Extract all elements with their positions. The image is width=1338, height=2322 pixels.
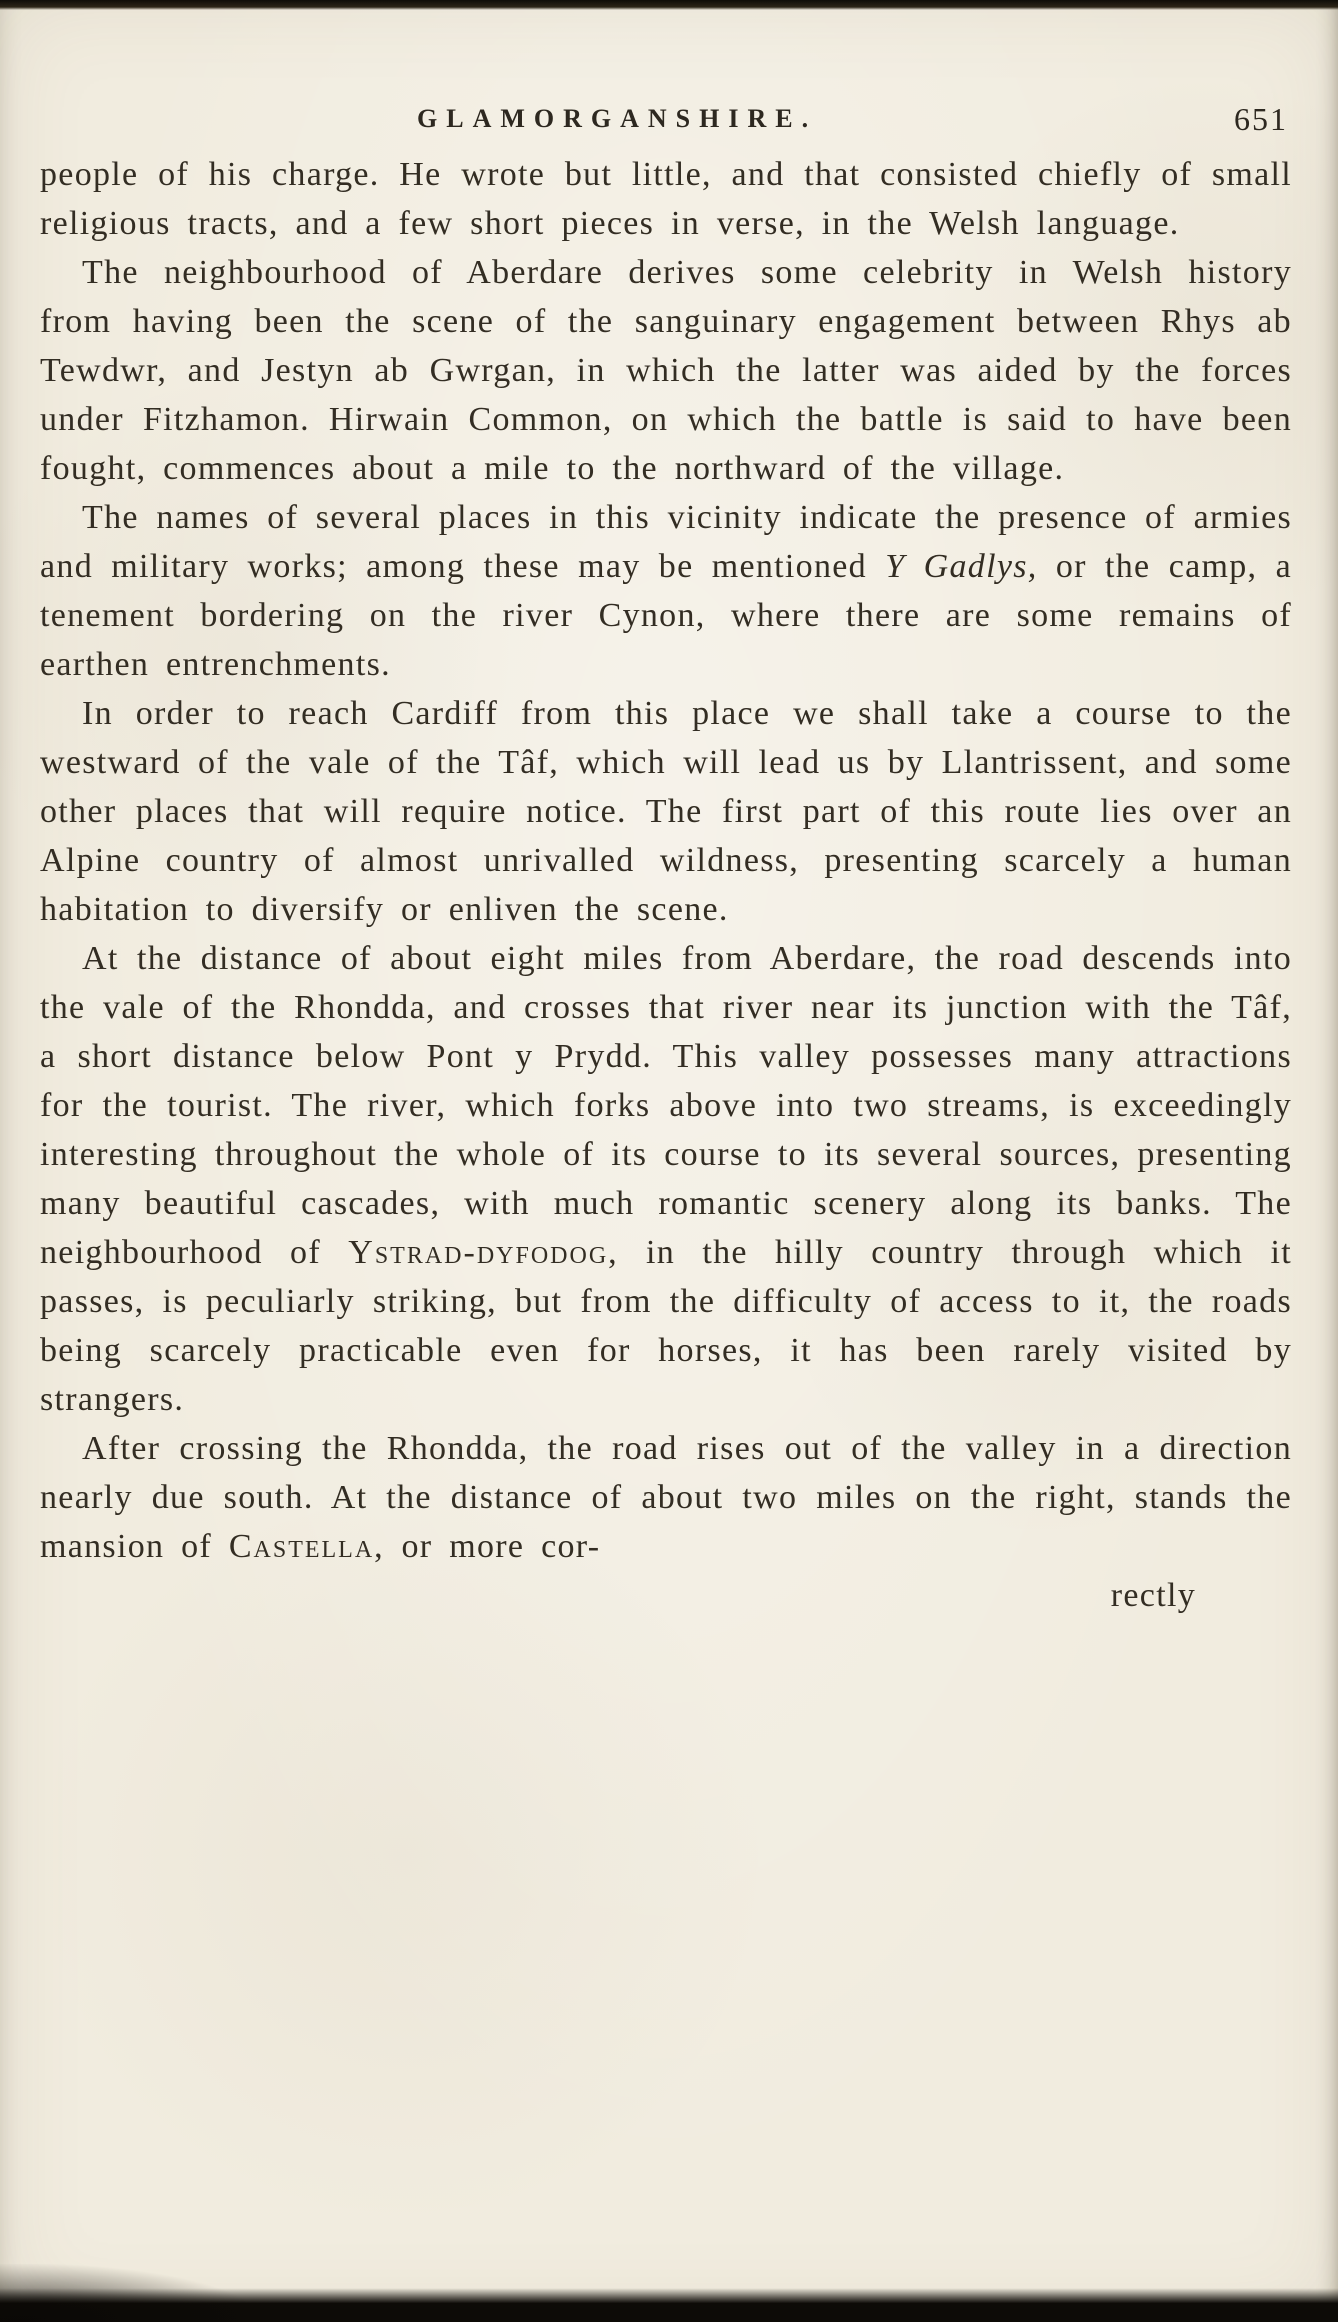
page-header	[0, 101, 1338, 144]
text-segment: in the hilly country through which it passes, is peculiarly striking, but from the difficulty of access to it, the roads being scarcely practicable even for horses, it has been rarely visited by strangers.	[40, 1234, 1292, 1418]
paragraph	[40, 934, 1292, 1424]
text-segment: In order to reach Cardiff from this place we shall take a course to the westward of the vale of the Tâf, which will lead us by Llantrissent, and some other places that will require notice. The first part of this route lies over an Alpine country of almost unrivalled wildness, presenting scarcely a human habitation to diversify or enliven the scene.	[40, 695, 1292, 928]
text-segment: people of his charge. He wrote but little, and that consisted chiefly of small religious tracts, and a few short pieces in verse, in the Welsh language.	[40, 156, 1292, 242]
paragraph	[40, 248, 1292, 493]
paragraph	[40, 1424, 1292, 1571]
catchword-row	[40, 1571, 1292, 1620]
running-title: GLAMORGANSHIRE.	[417, 104, 818, 133]
scan-top-edge	[0, 0, 1338, 10]
text-segment: The neighbourhood of Aberdare derives some celebrity in Welsh history from having been the scene of the sanguinary engagement between Rhys ab Tewdwr, and Jestyn ab Gwrgan, in which the latter was aided by the forces under Fitzhamon. Hirwain Common, on which the battle is said to have been fought, commences about a mile to the northward of the village.	[40, 254, 1292, 487]
text-segment: After crossing the Rhondda, the road rises out of the valley in a direction nearly due south. At the distance of about two miles on the right, stands the mansion of	[40, 1430, 1292, 1565]
scan-bottom-edge	[0, 2288, 1338, 2322]
paragraph	[40, 150, 1292, 248]
smallcaps-text: Castella,	[228, 1528, 385, 1565]
text-block	[40, 150, 1292, 1620]
paragraph	[40, 689, 1292, 934]
text-segment: The names of several places in this vicinity indicate the presence of armies and military works; among these may be mentioned	[40, 499, 1292, 585]
catchword: rectly	[1110, 1577, 1196, 1614]
text-segment: At the distance of about eight miles from Aberdare, the road descends into the vale of the Rhondda, and crosses that river near its junction with the Tâf, a short distance below Pont y Prydd. This valley possesses many attractions for the tourist. The river, which forks above into two streams, is exceedingly interesting throughout the whole of its course to its several sources, presenting many beautiful cascades, with much romantic scenery along its banks. The neighbourhood of	[40, 940, 1292, 1271]
page-number: 651	[1234, 101, 1288, 137]
italic-text: Y Gadlys,	[885, 548, 1038, 585]
text-segment: or the camp, a tenement bordering on the river Cynon, where there are some remains of earthen entrenchments.	[40, 548, 1292, 683]
paragraph	[40, 493, 1292, 689]
text-segment: or more cor-	[384, 1528, 601, 1565]
smallcaps-text: Ystrad-dyfodog,	[348, 1234, 619, 1271]
